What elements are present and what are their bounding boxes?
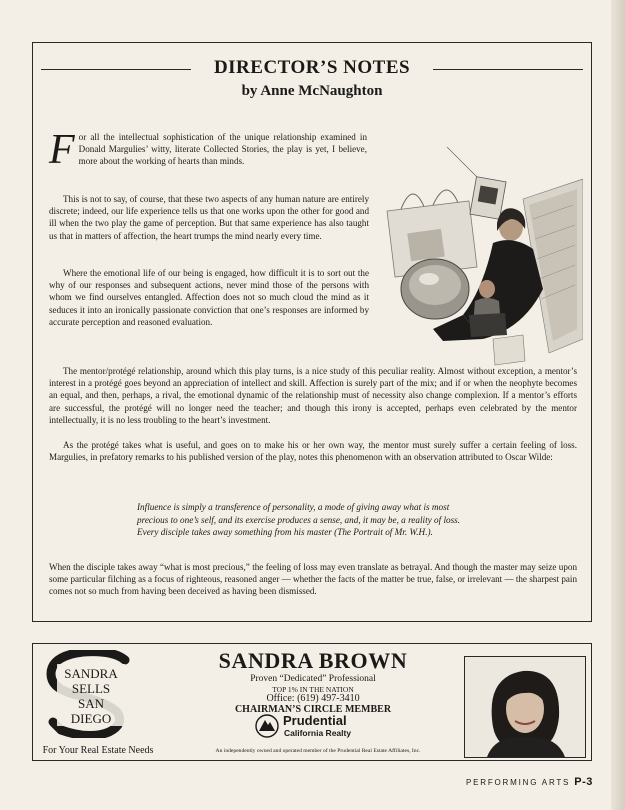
footer-page-number: P-3 xyxy=(574,776,593,788)
real-estate-ad xyxy=(32,643,592,761)
rock-icon xyxy=(255,714,279,738)
ad-fine-print: An independently owned and operated member of the Prudential Real Estate Affiliates, Inc. xyxy=(215,748,421,754)
prudential-subbrand: California Realty xyxy=(284,728,352,738)
paragraph-3: Where the emotional life of our being is engaged, how difficult it is to sort out the why of our responses and subsequent actions, never mind those of the persons with whom we find ourselves entangled. Affection does not so much cloud the mind as it seduces it into an ironically passionate conviction that one’s responses are informed by accurate perception and reasoned evaluation. xyxy=(49,268,369,327)
prudential-brand: Prudential xyxy=(283,713,347,728)
collage-illustration xyxy=(373,139,583,369)
footer-section: PERFORMING ARTS xyxy=(466,778,571,787)
svg-text:SAN: SAN xyxy=(77,696,105,711)
svg-text:DIEGO: DIEGO xyxy=(70,711,112,726)
article-byline: by Anne McNaughton xyxy=(241,83,383,99)
paragraph-1: For all the intellectual sophistication of the unique relationship examined in Donald Margulies’ witty, literate Collected Stories, the play is yet, I believe, more about the working of hearts than minds. xyxy=(49,127,367,173)
paper-sheet-image xyxy=(493,335,525,365)
prudential-logo xyxy=(255,713,385,739)
paragraph-2: This is not to say, of course, that these two aspects of any human nature are entirely discrete; indeed, our life experience tells us that one works upon the other for good and ill when the two play the game of perception. But that same experience has also taught us that in matters of affection, the heart trumps the mind nearly every time. xyxy=(49,194,369,241)
agent-name: SANDRA BROWN xyxy=(218,648,408,673)
page-binding-shadow xyxy=(611,0,625,810)
page-footer xyxy=(466,776,593,788)
ad-line-phone: Office: (619) 497-3410 xyxy=(266,693,360,704)
agent-photo xyxy=(464,656,586,758)
article-title: DIRECTOR’S NOTES xyxy=(213,57,411,78)
ad-tagline: For Your Real Estate Needs xyxy=(42,745,154,756)
ad-line-professional: Proven “Dedicated” Professional xyxy=(250,674,376,684)
article-header xyxy=(33,55,591,101)
paragraph-6: When the disciple takes away “what is most precious,” the feeling of loss may even translate as betrayal. And though the master may seize upon some particular filching as a focus of righteous, reasoned anger — whether the facts of the matter be true, false, or irrelevant — the sharpest pain comes not so much from having been deceived as having been dismissed. xyxy=(49,562,577,597)
paragraph-4: The mentor/protégé relationship, around which this play turns, is a nice study of this peculiar reality. Almost without exception, a mentor’s interest in a protégé goes beyond an appreciation of intellect and skill. Affection is surely part of the mix; and if or when the neophyte becomes an equal, and then, perhaps, a rival, the emotional dynamic of the relationship must of necessity also change complexion. If a mentor’s efforts are successful, the protégé will no longer need the teacher; and though this irony is accepted, perhaps even celebrated by the mentor intellectually, it is no less troubling to the heart’s investment. xyxy=(49,366,577,425)
glass-bowl-image xyxy=(401,259,469,319)
oscar-wilde-quote: Influence is simply a transference of personality, a mode of giving away what is most precious to one’s self, and its exercise produces a sense, and, it may be, a reality of loss. Every disciple takes away something from his master (The Portrait of Mr. W.H.). xyxy=(137,502,461,538)
drop-cap: F xyxy=(49,127,75,173)
ad-line-ranking: TOP 1% IN THE NATION xyxy=(272,685,354,694)
ad-line-circle: CHAIRMAN’S CIRCLE MEMBER xyxy=(234,704,392,715)
paragraph-5: As the protégé takes what is useful, and goes on to make his or her own way, the mentor must surely suffer a certain feeling of loss. Margulies, in prefatory remarks to his published version of the play, notes this phenomenon with an observation attributed to Oscar Wilde: xyxy=(49,440,577,463)
article-frame xyxy=(32,42,592,622)
svg-text:SANDRA: SANDRA xyxy=(64,666,118,681)
svg-text:SELLS: SELLS xyxy=(71,681,111,696)
sandra-sells-logo xyxy=(43,650,139,738)
